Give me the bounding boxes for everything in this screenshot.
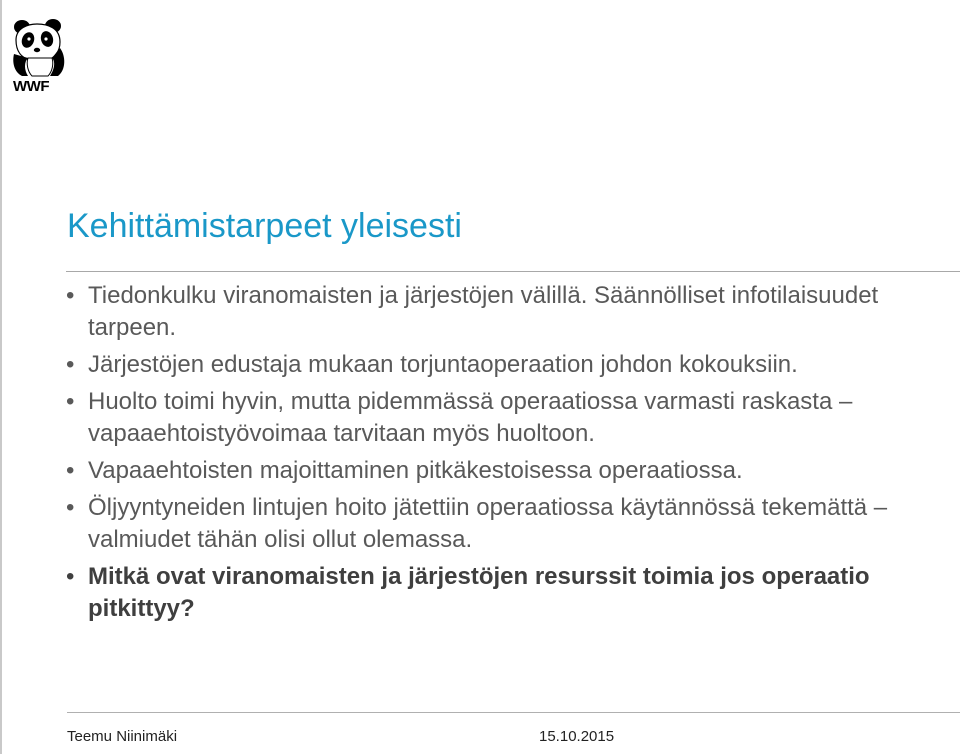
bullet-item [63,349,943,381]
bullet-text: Öljyyntyneiden lintujen hoito jätettiin operaatiossa käytännössä tekemättä – valmiudet tähän olisi ollut olemassa. [88,494,888,553]
bullet-text: Huolto toimi hyvin, mutta pidemmässä operaatiossa varmasti raskasta – vapaaehtoistyövoimaa tarvitaan myös huoltoon. [88,388,853,447]
bullet-dot-icon: • [66,494,75,521]
wwf-wordmark: WWF [13,78,49,95]
bullet-dot-icon: • [66,388,75,415]
bullet-text: Tiedonkulku viranomaisten ja järjestöjen välillä. Säännölliset infotilaisuudet tarpeen. [88,282,879,341]
bullet-item [63,386,943,450]
bullet-item-question [63,561,943,625]
bullet-text: Mitkä ovat viranomaisten ja järjestöjen resurssit toimia jos operaatio pitkittyy? [88,563,870,622]
footer-date: 15.10.2015 [539,728,615,745]
bullet-item [63,492,943,556]
bullet-dot-icon: • [66,457,75,484]
bullet-text: Vapaaehtoisten majoittaminen pitkäkestoisessa operaatiossa. [88,457,743,484]
bullet-list [63,280,943,630]
bullet-text: Järjestöjen edustaja mukaan torjuntaoperaation johdon kokouksiin. [88,351,798,378]
footer-author: Teemu Niinimäki [67,728,178,745]
slide-title: Kehittämistarpeet yleisesti [67,207,462,245]
left-edge-rule [0,0,2,754]
bullet-dot-icon: • [66,282,75,309]
footer-divider [67,712,960,713]
bullet-item [63,455,943,487]
bullet-item [63,280,943,344]
bullet-dot-icon: • [66,351,75,378]
bullet-dot-icon: • [66,563,75,590]
title-divider [66,271,960,272]
